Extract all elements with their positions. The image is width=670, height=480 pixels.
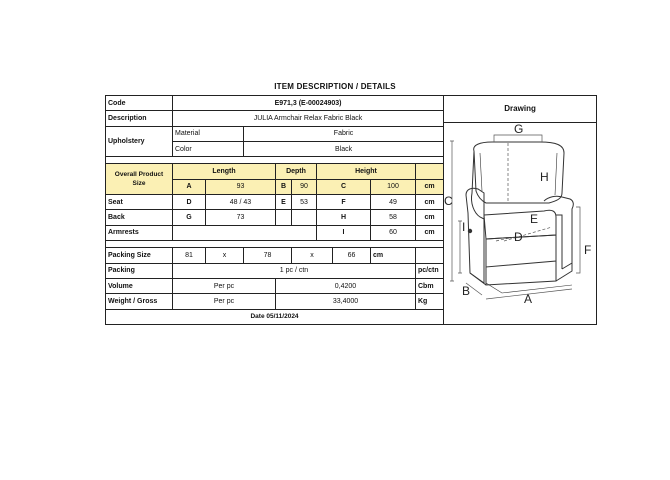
drawing-panel	[444, 96, 597, 325]
weight-label: Weight / Gross	[106, 294, 173, 309]
dim-label-f: F	[584, 243, 592, 257]
g-value: 73	[206, 210, 276, 225]
h-label: H	[317, 210, 371, 225]
dim-label-h: H	[540, 170, 549, 184]
back-unit: cm	[416, 210, 444, 225]
h-value: 58	[371, 210, 416, 225]
weight-value: 33,4000	[276, 294, 416, 309]
packing-size-unit: cm	[371, 248, 416, 263]
b-label: B	[276, 179, 292, 194]
code-label: Code	[106, 96, 173, 111]
f-value: 49	[371, 195, 416, 210]
dim-label-b: B	[462, 284, 471, 298]
height-header: Height	[317, 164, 416, 179]
armrests-label: Armrests	[106, 225, 173, 240]
dim-label-e: E	[530, 212, 539, 226]
volume-unit: Cbm	[416, 278, 444, 293]
packing-x1: x	[206, 248, 244, 263]
weight-per: Per pc	[173, 294, 276, 309]
upholstery-label: Upholstery	[106, 126, 173, 157]
sheet-title: ITEM DESCRIPTION / DETAILS	[274, 82, 396, 91]
g-label: G	[173, 210, 206, 225]
packing-depth: 78	[244, 248, 292, 263]
drawing-header: Drawing	[444, 96, 596, 123]
overall-size-label: Overall Product Size	[106, 164, 173, 195]
a-label: A	[173, 179, 206, 194]
color-value: Black	[244, 141, 444, 156]
dim-label-d: D	[514, 230, 523, 244]
volume-per: Per pc	[173, 278, 276, 293]
dim-label-i: I	[462, 220, 466, 234]
code-value: E971,3 (E-00024903)	[173, 96, 444, 111]
e-label: E	[276, 195, 292, 210]
d-label: D	[173, 195, 206, 210]
armchair-drawing	[444, 123, 597, 325]
color-label: Color	[173, 141, 244, 156]
packing-length: 81	[173, 248, 206, 263]
date-value: Date 05/11/2024	[106, 309, 444, 324]
material-value: Fabric	[244, 126, 444, 141]
spec-table	[105, 95, 597, 325]
a-value: 93	[206, 179, 276, 194]
dim-label-g: G	[514, 123, 524, 136]
armrests-unit: cm	[416, 225, 444, 240]
weight-unit: Kg	[416, 294, 444, 309]
packing-unit: pc/ctn	[416, 263, 444, 278]
c-value: 100	[371, 179, 416, 194]
back-label: Back	[106, 210, 173, 225]
packing-size-label: Packing Size	[106, 248, 173, 263]
packing-x2: x	[292, 248, 333, 263]
seat-label: Seat	[106, 195, 173, 210]
code-row	[106, 96, 597, 111]
i-value: 60	[371, 225, 416, 240]
depth-header: Depth	[276, 164, 317, 179]
size-unit: cm	[416, 179, 444, 194]
length-header: Length	[173, 164, 276, 179]
e-value: 53	[292, 195, 317, 210]
volume-label: Volume	[106, 278, 173, 293]
b-value: 90	[292, 179, 317, 194]
d-value: 48 / 43	[206, 195, 276, 210]
packing-label: Packing	[106, 263, 173, 278]
packing-height: 66	[333, 248, 371, 263]
volume-value: 0,4200	[276, 278, 416, 293]
seat-unit: cm	[416, 195, 444, 210]
description-label: Description	[106, 111, 173, 126]
material-label: Material	[173, 126, 244, 141]
packing-value: 1 pc / ctn	[173, 263, 416, 278]
description-value: JULIA Armchair Relax Fabric Black	[173, 111, 444, 126]
dim-label-a: A	[524, 292, 533, 306]
i-label: I	[317, 225, 371, 240]
dim-label-c: C	[444, 194, 453, 208]
c-label: C	[317, 179, 371, 194]
f-label: F	[317, 195, 371, 210]
